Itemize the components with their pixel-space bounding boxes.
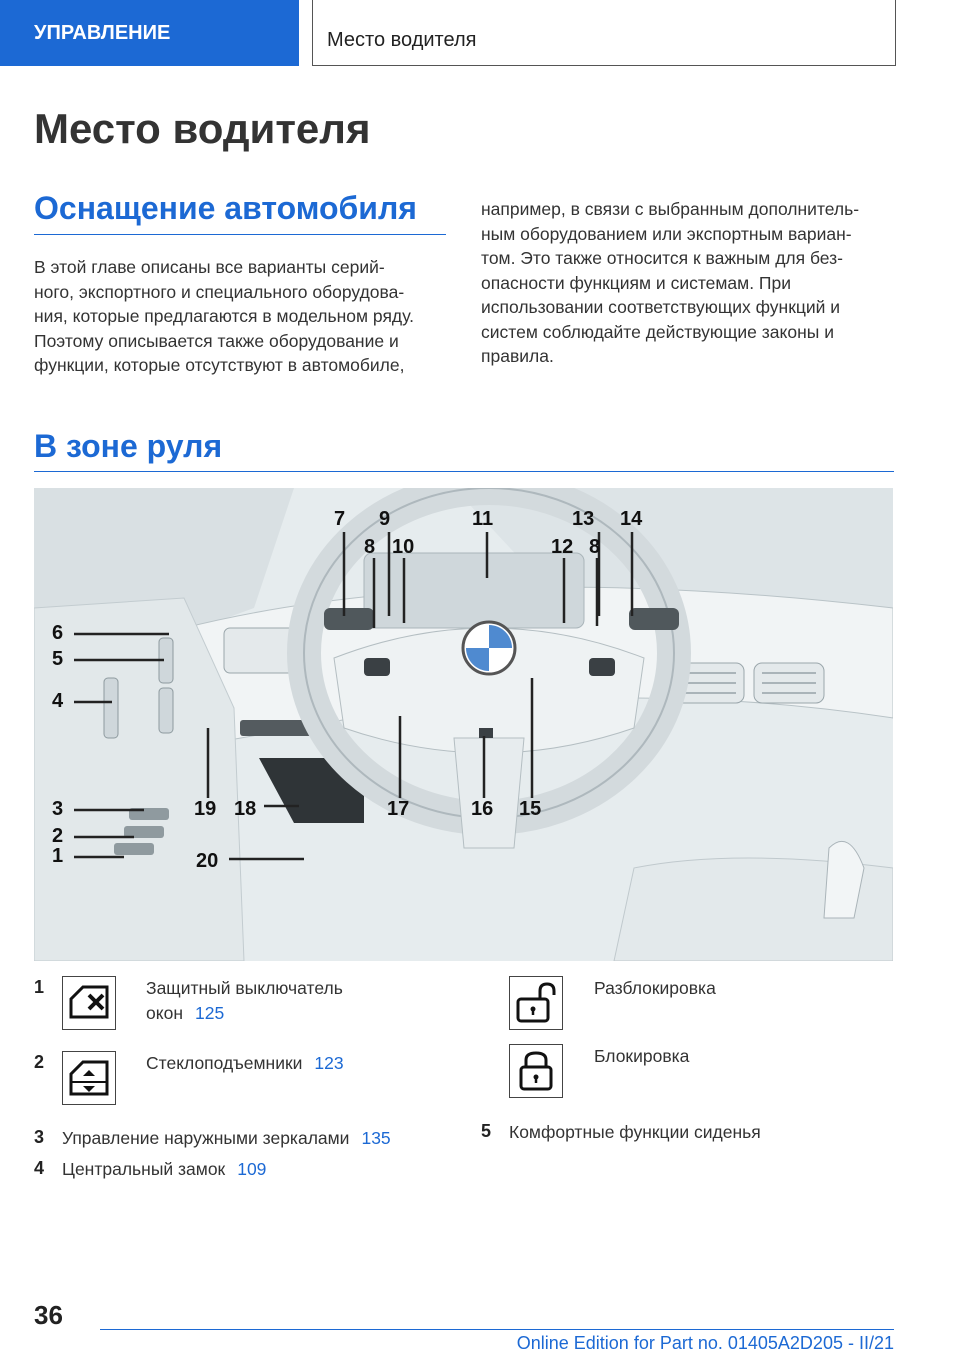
callout-19: 19 <box>194 798 217 820</box>
item-text <box>146 1051 344 1076</box>
item-number: 1 <box>34 977 45 997</box>
callout-9: 9 <box>379 508 391 530</box>
paragraph-left <box>34 255 454 378</box>
callout-6: 6 <box>52 622 64 644</box>
item-text <box>62 1126 391 1151</box>
paragraph-right <box>481 197 901 369</box>
text-line: использовании соответствующих функций и <box>481 297 841 317</box>
text-line: систем соблюдайте действующие законы и <box>481 321 834 342</box>
item-number: 2 <box>34 1052 45 1072</box>
page-ref-link[interactable]: 135 <box>361 1128 391 1148</box>
callout-17: 17 <box>387 798 410 820</box>
section-heading-steering: В зоне руля <box>34 428 223 464</box>
item-number: 5 <box>481 1121 492 1141</box>
callout-1: 1 <box>52 845 64 867</box>
callout-8-left: 8 <box>364 536 376 558</box>
footer-rule <box>100 1329 894 1330</box>
item-text <box>146 976 343 1026</box>
page-ref-link[interactable]: 125 <box>194 1003 225 1023</box>
callout-5: 5 <box>52 648 64 670</box>
page-number: 36 <box>34 1300 63 1330</box>
item-label: окон <box>146 1003 183 1023</box>
text-line: ного, экспортного и специального оборудова- <box>34 281 405 302</box>
text-line: том. Это также относится к важным для без- <box>481 248 843 268</box>
item-label: Центральный замок <box>62 1159 226 1179</box>
header-title: Место водителя <box>312 0 896 66</box>
page-ref-link[interactable]: 109 <box>237 1159 267 1179</box>
text-line: функции, которые отсутствуют в автомобиле, <box>34 355 405 375</box>
text-line: правила. <box>481 346 554 366</box>
item-number: 3 <box>34 1127 45 1147</box>
power-window-icon <box>62 1051 116 1105</box>
item-text: Комфортные функции сиденья <box>509 1122 761 1142</box>
callout-11: 11 <box>472 508 494 530</box>
item-text: Разблокировка <box>594 978 716 998</box>
unlock-icon <box>509 976 563 1030</box>
page-ref-link[interactable]: 123 <box>314 1053 344 1073</box>
callout-20: 20 <box>196 850 219 872</box>
callout-4: 4 <box>52 690 64 712</box>
text-line: например, в связи с выбранным дополнитель- <box>481 199 860 219</box>
callout-3: 3 <box>52 798 64 820</box>
lock-icon <box>509 1044 563 1098</box>
item-text <box>62 1157 266 1182</box>
text-line: ным оборудованием или экспортным вариан- <box>481 223 852 244</box>
heading-rule <box>34 234 446 235</box>
callout-14: 14 <box>620 508 643 530</box>
text-line <box>146 1001 343 1026</box>
callout-12: 12 <box>551 536 574 558</box>
item-number: 4 <box>34 1158 45 1178</box>
item-text: Блокировка <box>594 1046 690 1066</box>
section-tab: УПРАВЛЕНИЕ <box>0 0 299 66</box>
cockpit-drawing <box>34 488 893 961</box>
window-safety-switch-icon <box>62 976 116 1030</box>
callout-8-right: 8 <box>589 536 601 558</box>
text-line: Поэтому описывается также оборудование и <box>34 330 399 351</box>
callout-13: 13 <box>572 508 595 530</box>
page-title: Место водителя <box>34 105 371 152</box>
section-heading-equipment: Оснащение автомобиля <box>34 190 417 226</box>
item-label: Управление наружными зеркалами <box>62 1128 350 1148</box>
callout-10: 10 <box>392 536 415 558</box>
callout-16: 16 <box>471 798 494 820</box>
text-line: В этой главе описаны все варианты серий- <box>34 257 385 277</box>
text-line: опасности функциям и системам. При <box>481 272 792 293</box>
text-line: ния, которые предлагаются в модельном ряду. <box>34 306 414 326</box>
footer-edition: Online Edition for Part no. 01405A2D205 - II/21 <box>516 1333 894 1353</box>
cockpit-illustration <box>34 488 893 961</box>
heading-rule <box>34 471 894 472</box>
callout-2: 2 <box>52 825 64 847</box>
text-line: Защитный выключатель <box>146 978 343 998</box>
callout-15: 15 <box>519 798 542 820</box>
item-label: Стеклоподъемники <box>146 1053 303 1073</box>
callout-7: 7 <box>334 508 346 530</box>
callout-18: 18 <box>234 798 257 820</box>
